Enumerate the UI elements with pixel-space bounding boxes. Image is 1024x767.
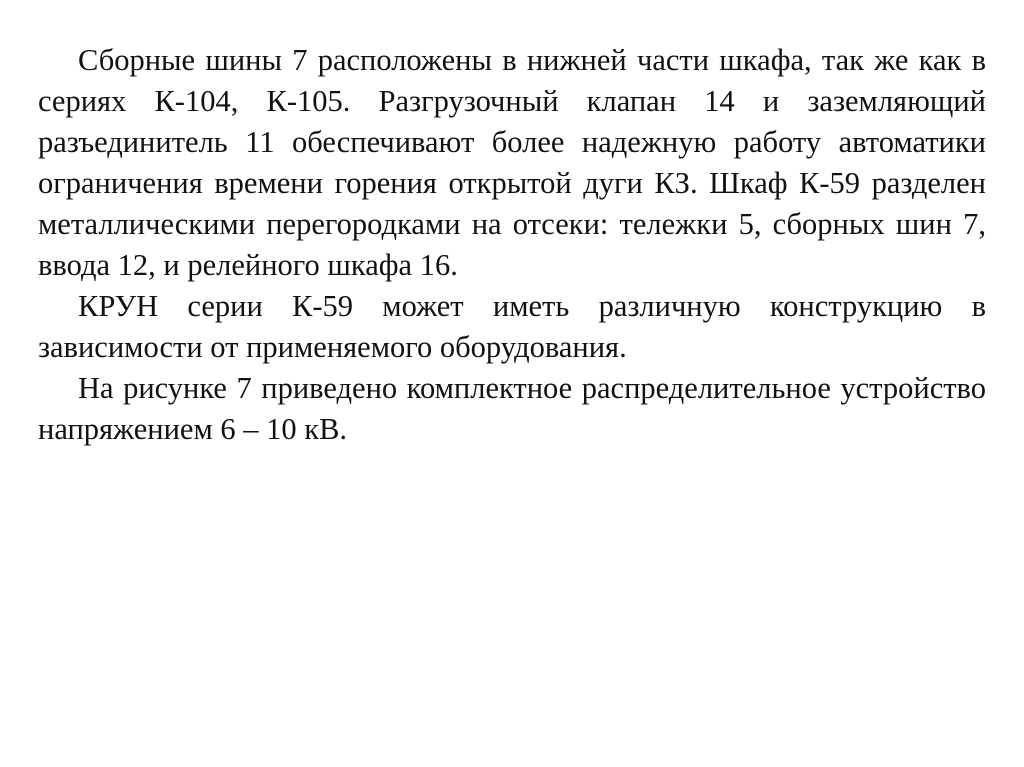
paragraph-krun-design: КРУН серии К-59 может иметь различную конструкцию в зависимости от применяемого оборудования. xyxy=(38,289,986,364)
paragraph-figure-reference: На рисунке 7 приведено комплектное распределительное устройство напряжением 6 – 10 кВ. xyxy=(38,371,986,446)
paragraph-busbars: Сборные шины 7 расположены в нижней части шкафа, так же как в сериях К-104, К-105. Разгрузочный клапан 14 и заземляющий разъединитель 11 обеспечивают более надежную работу автоматики ограничения времени горения открытой дуги КЗ. Шкаф К-59 разделен металлическими перегородками на отсеки: тележки 5, сборных шин 7, ввода 12, и релейного шкафа 16. xyxy=(38,43,986,282)
body-text xyxy=(38,40,986,450)
